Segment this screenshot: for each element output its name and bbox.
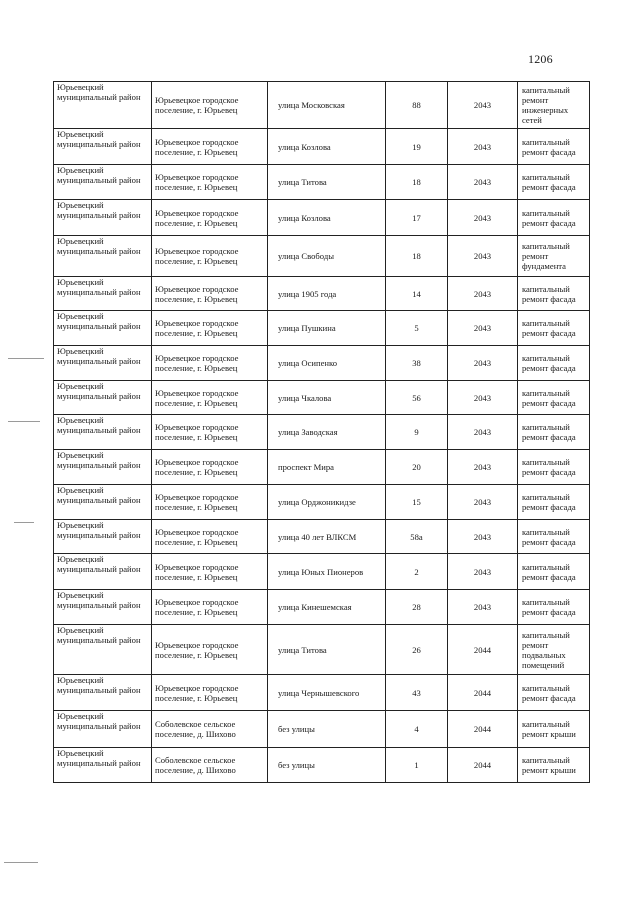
street-cell: улица Титова	[268, 625, 386, 675]
district-cell: Юрьевецкий муниципальный район	[54, 381, 152, 415]
table-row	[54, 236, 590, 277]
house-cell: 26	[386, 625, 448, 675]
work-cell: капитальный ремонт фасада	[518, 590, 590, 625]
house-cell: 18	[386, 236, 448, 277]
district-cell: Юрьевецкий муниципальный район	[54, 311, 152, 346]
settlement-cell: Соболевское сельское поселение, д. Шихово	[152, 748, 268, 783]
year-cell: 2043	[448, 277, 518, 311]
settlement-cell: Юрьевецкое городское поселение, г. Юрьевец	[152, 625, 268, 675]
street-cell: улица Орджоникидзе	[268, 485, 386, 520]
work-cell: капитальный ремонт крыши	[518, 748, 590, 783]
street-cell: улица Козлова	[268, 200, 386, 236]
table-row	[54, 381, 590, 415]
year-cell: 2044	[448, 711, 518, 748]
street-cell: улица 1905 года	[268, 277, 386, 311]
house-cell: 88	[386, 82, 448, 129]
year-cell: 2044	[448, 675, 518, 711]
house-cell: 2	[386, 554, 448, 590]
year-cell: 2044	[448, 625, 518, 675]
work-cell: капитальный ремонт фасада	[518, 129, 590, 165]
year-cell: 2043	[448, 554, 518, 590]
year-cell: 2043	[448, 485, 518, 520]
year-cell: 2043	[448, 82, 518, 129]
street-cell: проспект Мира	[268, 450, 386, 485]
street-cell: улица Титова	[268, 165, 386, 200]
work-cell: капитальный ремонт фасада	[518, 277, 590, 311]
table-row	[54, 485, 590, 520]
district-cell: Юрьевецкий муниципальный район	[54, 554, 152, 590]
work-cell: капитальный ремонт фасада	[518, 200, 590, 236]
district-cell: Юрьевецкий муниципальный район	[54, 82, 152, 129]
district-cell: Юрьевецкий муниципальный район	[54, 520, 152, 554]
district-cell: Юрьевецкий муниципальный район	[54, 129, 152, 165]
table-row	[54, 711, 590, 748]
table-row	[54, 311, 590, 346]
year-cell: 2044	[448, 748, 518, 783]
table-row	[54, 748, 590, 783]
house-cell: 58а	[386, 520, 448, 554]
work-cell: капитальный ремонт фасада	[518, 346, 590, 381]
scan-mark	[4, 862, 38, 863]
table-row	[54, 590, 590, 625]
settlement-cell: Юрьевецкое городское поселение, г. Юрьевец	[152, 82, 268, 129]
scan-mark	[8, 421, 40, 422]
house-cell: 18	[386, 165, 448, 200]
year-cell: 2043	[448, 236, 518, 277]
street-cell: улица Свободы	[268, 236, 386, 277]
house-cell: 19	[386, 129, 448, 165]
street-cell: без улицы	[268, 711, 386, 748]
street-cell: улица Осипенко	[268, 346, 386, 381]
district-cell: Юрьевецкий муниципальный район	[54, 236, 152, 277]
year-cell: 2043	[448, 346, 518, 381]
settlement-cell: Юрьевецкое городское поселение, г. Юрьевец	[152, 590, 268, 625]
house-cell: 43	[386, 675, 448, 711]
district-cell: Юрьевецкий муниципальный район	[54, 200, 152, 236]
settlement-cell: Юрьевецкое городское поселение, г. Юрьевец	[152, 129, 268, 165]
table-row	[54, 200, 590, 236]
work-cell: капитальный ремонт подвальных помещений	[518, 625, 590, 675]
settlement-cell: Юрьевецкое городское поселение, г. Юрьевец	[152, 381, 268, 415]
street-cell: улица Чкалова	[268, 381, 386, 415]
table-row	[54, 675, 590, 711]
table-row	[54, 277, 590, 311]
settlement-cell: Юрьевецкое городское поселение, г. Юрьевец	[152, 554, 268, 590]
house-cell: 56	[386, 381, 448, 415]
year-cell: 2043	[448, 311, 518, 346]
year-cell: 2043	[448, 590, 518, 625]
work-cell: капитальный ремонт инженерных сетей	[518, 82, 590, 129]
year-cell: 2043	[448, 415, 518, 450]
district-cell: Юрьевецкий муниципальный район	[54, 748, 152, 783]
page-number: 1206	[528, 52, 553, 66]
work-cell: капитальный ремонт фасада	[518, 520, 590, 554]
district-cell: Юрьевецкий муниципальный район	[54, 165, 152, 200]
settlement-cell: Соболевское сельское поселение, д. Шихово	[152, 711, 268, 748]
district-cell: Юрьевецкий муниципальный район	[54, 277, 152, 311]
street-cell: улица Юных Пионеров	[268, 554, 386, 590]
table-row	[54, 450, 590, 485]
table-row	[54, 625, 590, 675]
house-cell: 28	[386, 590, 448, 625]
work-cell: капитальный ремонт фасада	[518, 381, 590, 415]
district-cell: Юрьевецкий муниципальный район	[54, 625, 152, 675]
settlement-cell: Юрьевецкое городское поселение, г. Юрьевец	[152, 485, 268, 520]
street-cell: улица 40 лет ВЛКСМ	[268, 520, 386, 554]
table-row	[54, 129, 590, 165]
work-cell: капитальный ремонт фасада	[518, 165, 590, 200]
street-cell: улица Заводская	[268, 415, 386, 450]
settlement-cell: Юрьевецкое городское поселение, г. Юрьевец	[152, 415, 268, 450]
street-cell: без улицы	[268, 748, 386, 783]
house-cell: 20	[386, 450, 448, 485]
year-cell: 2043	[448, 200, 518, 236]
district-cell: Юрьевецкий муниципальный район	[54, 415, 152, 450]
settlement-cell: Юрьевецкое городское поселение, г. Юрьевец	[152, 520, 268, 554]
street-cell: улица Чернышевского	[268, 675, 386, 711]
district-cell: Юрьевецкий муниципальный район	[54, 346, 152, 381]
house-cell: 15	[386, 485, 448, 520]
work-cell: капитальный ремонт фасада	[518, 554, 590, 590]
district-cell: Юрьевецкий муниципальный район	[54, 675, 152, 711]
settlement-cell: Юрьевецкое городское поселение, г. Юрьевец	[152, 236, 268, 277]
district-cell: Юрьевецкий муниципальный район	[54, 450, 152, 485]
housing-repair-table	[53, 81, 590, 783]
table-row	[54, 82, 590, 129]
district-cell: Юрьевецкий муниципальный район	[54, 590, 152, 625]
scan-mark	[8, 358, 44, 359]
work-cell: капитальный ремонт фундамента	[518, 236, 590, 277]
street-cell: улица Кинешемская	[268, 590, 386, 625]
settlement-cell: Юрьевецкое городское поселение, г. Юрьевец	[152, 675, 268, 711]
house-cell: 5	[386, 311, 448, 346]
settlement-cell: Юрьевецкое городское поселение, г. Юрьевец	[152, 277, 268, 311]
year-cell: 2043	[448, 520, 518, 554]
work-cell: капитальный ремонт фасада	[518, 675, 590, 711]
table-row	[54, 415, 590, 450]
district-cell: Юрьевецкий муниципальный район	[54, 485, 152, 520]
street-cell: улица Московская	[268, 82, 386, 129]
table-row	[54, 165, 590, 200]
house-cell: 9	[386, 415, 448, 450]
settlement-cell: Юрьевецкое городское поселение, г. Юрьевец	[152, 450, 268, 485]
table-row	[54, 346, 590, 381]
district-cell: Юрьевецкий муниципальный район	[54, 711, 152, 748]
table-row	[54, 520, 590, 554]
work-cell: капитальный ремонт фасада	[518, 311, 590, 346]
year-cell: 2043	[448, 129, 518, 165]
house-cell: 14	[386, 277, 448, 311]
scan-mark	[14, 522, 34, 523]
work-cell: капитальный ремонт фасада	[518, 415, 590, 450]
house-cell: 38	[386, 346, 448, 381]
year-cell: 2043	[448, 381, 518, 415]
table-body	[54, 82, 590, 783]
year-cell: 2043	[448, 165, 518, 200]
house-cell: 4	[386, 711, 448, 748]
settlement-cell: Юрьевецкое городское поселение, г. Юрьевец	[152, 346, 268, 381]
settlement-cell: Юрьевецкое городское поселение, г. Юрьевец	[152, 165, 268, 200]
year-cell: 2043	[448, 450, 518, 485]
street-cell: улица Козлова	[268, 129, 386, 165]
work-cell: капитальный ремонт фасада	[518, 450, 590, 485]
house-cell: 1	[386, 748, 448, 783]
settlement-cell: Юрьевецкое городское поселение, г. Юрьевец	[152, 311, 268, 346]
table-row	[54, 554, 590, 590]
work-cell: капитальный ремонт фасада	[518, 485, 590, 520]
street-cell: улица Пушкина	[268, 311, 386, 346]
work-cell: капитальный ремонт крыши	[518, 711, 590, 748]
settlement-cell: Юрьевецкое городское поселение, г. Юрьевец	[152, 200, 268, 236]
house-cell: 17	[386, 200, 448, 236]
